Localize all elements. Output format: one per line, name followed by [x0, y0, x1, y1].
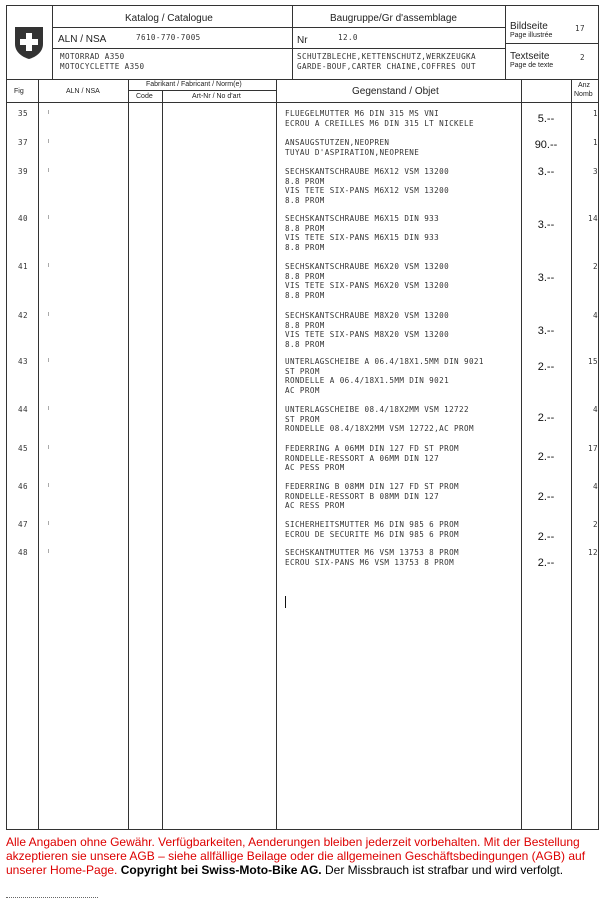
row-quantity: 15	[588, 357, 598, 366]
description-line: 8.8 PROM	[285, 195, 325, 205]
description-line: VIS TETE SIX-PANS M8X20 VSM 13200	[285, 330, 450, 340]
row-price: 2.--	[537, 451, 555, 463]
row-description	[285, 357, 484, 395]
row-fig: 35	[18, 109, 28, 118]
vehicle-fr: MOTOCYCLETTE A350	[60, 62, 145, 71]
description-line: ST PROM	[285, 414, 320, 424]
bildseite-label: Bildseite	[510, 21, 548, 32]
description-line: RONDELLE-RESSORT B 08MM DIN 127	[285, 491, 440, 501]
col-aln: ALN / NSA	[66, 88, 100, 95]
aln-value: 7610-770-7005	[136, 33, 201, 42]
description-line: ECROU SIX-PANS M6 VSM 13753 8 PROM	[285, 557, 455, 567]
row-description	[285, 167, 449, 205]
vehicle-de: MOTORRAD A350	[60, 52, 125, 61]
description-line: 8.8 PROM	[285, 271, 325, 281]
col-nomb: Nomb	[574, 91, 593, 98]
description-line: SECHSKANTSCHRAUBE M6X20 VSM 13200	[285, 262, 450, 271]
row-aln-mark	[48, 521, 49, 525]
row-description	[285, 405, 474, 434]
row-quantity: 2	[593, 520, 598, 529]
footer-scan-mark	[6, 897, 98, 900]
row-fig: 41	[18, 262, 28, 271]
description-line: VIS TETE SIX-PANS M6X12 VSM 13200	[285, 186, 450, 196]
row-price: 5.--	[537, 113, 555, 125]
description-line: 8.8 PROM	[285, 320, 325, 330]
description-line: TUYAU D'ASPIRATION,NEOPRENE	[285, 147, 420, 157]
description-line: SECHSKANTSCHRAUBE M6X12 VSM 13200	[285, 167, 450, 176]
row-quantity: 17	[588, 444, 598, 453]
col-fig: Fig	[14, 88, 24, 95]
textseite-label: Textseite	[510, 51, 550, 62]
row-quantity: 14	[588, 214, 598, 223]
row-price: 3.--	[537, 272, 555, 284]
row-description	[285, 482, 459, 511]
description-line: VIS TETE SIX-PANS M6X20 VSM 13200	[285, 281, 450, 291]
row-fig: 45	[18, 444, 28, 453]
baugruppe-label: Baugruppe/Gr d'assemblage	[330, 13, 457, 24]
row-description	[285, 214, 439, 252]
row-aln-mark	[48, 406, 49, 410]
row-fig: 47	[18, 520, 28, 529]
bildseite-sub: Page illustrée	[510, 32, 553, 39]
row-description	[285, 548, 459, 567]
row-quantity: 4	[593, 311, 598, 320]
row-price: 2.--	[537, 412, 555, 424]
description-line: SICHERHEITSMUTTER M6 DIN 985 6 PROM	[285, 520, 460, 529]
bildseite-value: 17	[575, 24, 585, 33]
description-line: SECHSKANTMUTTER M6 VSM 13753 8 PROM	[285, 548, 460, 557]
row-description	[285, 109, 474, 128]
col-anz: Anz	[578, 82, 591, 89]
nr-value: 12.0	[338, 33, 358, 42]
copyright-notice: Copyright bei Swiss-Moto-Bike AG.	[120, 863, 322, 877]
row-price: 3.--	[537, 219, 555, 231]
description-line: 8.8 PROM	[285, 242, 325, 252]
description-line: ST PROM	[285, 366, 320, 376]
row-fig: 42	[18, 311, 28, 320]
row-fig: 40	[18, 214, 28, 223]
description-line: RONDELLE A 06.4/18X1.5MM DIN 9021	[285, 376, 450, 386]
description-line: ECROU DE SECURITE M6 DIN 985 6 PROM	[285, 529, 460, 539]
row-price: 3.--	[537, 325, 555, 337]
description-line: AC PROM	[285, 385, 320, 395]
textseite-value: 2	[580, 53, 585, 62]
description-line: 8.8 PROM	[285, 290, 325, 300]
textseite-sub: Page de texte	[510, 62, 554, 69]
aln-label: ALN / NSA	[58, 34, 107, 45]
description-line: RONDELLE-RESSORT A 06MM DIN 127	[285, 453, 440, 463]
col-gegenstand: Gegenstand / Objet	[352, 86, 439, 97]
row-fig: 46	[18, 482, 28, 491]
row-aln-mark	[48, 483, 49, 487]
description-line: FEDERRING A 06MM DIN 127 FD ST PROM	[285, 444, 460, 453]
row-aln-mark	[48, 168, 49, 172]
description-line: FEDERRING B 08MM DIN 127 FD ST PROM	[285, 482, 460, 491]
description-line: 8.8 PROM	[285, 339, 325, 349]
nr-label: Nr	[297, 35, 308, 46]
row-quantity: 12	[588, 548, 598, 557]
row-aln-mark	[48, 445, 49, 449]
row-price: 3.--	[537, 166, 555, 178]
description-line: AC PESS PROM	[285, 463, 345, 473]
col-fabrikant: Fabrikant / Fabricant / Norm(e)	[146, 81, 242, 88]
row-aln-mark	[48, 215, 49, 219]
description-line: 8.8 PROM	[285, 176, 325, 186]
row-price: 2.--	[537, 361, 555, 373]
group-fr: GARDE-BOUF,CARTER CHAINE,COFFRES OUT	[297, 62, 476, 71]
description-line: SECHSKANTSCHRAUBE M6X15 DIN 933	[285, 214, 440, 223]
description-line: ANSAUGSTUTZEN,NEOPREN	[285, 138, 390, 147]
row-description	[285, 262, 449, 300]
row-fig: 39	[18, 167, 28, 176]
row-price: 2.--	[537, 531, 555, 543]
description-line: UNTERLAGSCHEIBE 08.4/18X2MM VSM 12722	[285, 405, 469, 414]
description-line: RONDELLE 08.4/18X2MM VSM 12722,AC PROM	[285, 424, 474, 434]
katalog-label: Katalog / Catalogue	[125, 13, 213, 24]
description-line: AC RESS PROM	[285, 501, 345, 511]
description-line: 8.8 PROM	[285, 223, 325, 233]
row-aln-mark	[48, 312, 49, 316]
description-line: SECHSKANTSCHRAUBE M8X20 VSM 13200	[285, 311, 450, 320]
disclaimer	[6, 835, 596, 877]
text-cursor	[285, 596, 286, 608]
row-fig: 48	[18, 548, 28, 557]
row-quantity: 4	[593, 405, 598, 414]
swiss-cross-icon	[14, 26, 44, 60]
disclaimer-text: Alle Angaben ohne Gewähr. Verfügbarkeiten, Aenderungen bleiben jederzeit vorbehalten. Mit der Bestellung akzeptieren sie unsere AGB – siehe allfällige Beilage oder die allgemeinen Geschäftsbedingungen (AGB) auf unserer Home-Page.	[6, 835, 586, 877]
row-fig: 43	[18, 357, 28, 366]
row-quantity: 1	[593, 138, 598, 147]
misuse-notice: Der Missbrauch ist strafbar und wird verfolgt.	[324, 863, 564, 877]
row-quantity: 2	[593, 262, 598, 271]
description-line: UNTERLAGSCHEIBE A 06.4/18X1.5MM DIN 9021	[285, 357, 484, 366]
row-aln-mark	[48, 358, 49, 362]
row-price: 90.--	[534, 139, 558, 151]
row-quantity: 4	[593, 482, 598, 491]
row-price: 2.--	[537, 557, 555, 569]
row-description	[285, 138, 419, 157]
col-art: Art-Nr / No d'art	[192, 93, 241, 100]
row-price: 2.--	[537, 491, 555, 503]
description-line: ECROU A CREILLES M6 DIN 315 LT NICKELE	[285, 118, 474, 128]
description-line: VIS TETE SIX-PANS M6X15 DIN 933	[285, 233, 440, 243]
row-fig: 37	[18, 138, 28, 147]
row-description	[285, 520, 459, 539]
row-quantity: 1	[593, 109, 598, 118]
row-fig: 44	[18, 405, 28, 414]
row-aln-mark	[48, 549, 49, 553]
row-quantity: 3	[593, 167, 598, 176]
row-description	[285, 444, 459, 473]
col-code: Code	[136, 93, 153, 100]
group-de: SCHUTZBLECHE,KETTENSCHUTZ,WERKZEUGKA	[297, 52, 476, 61]
description-line: FLUEGELMUTTER M6 DIN 315 MS VNI	[285, 109, 440, 118]
row-aln-mark	[48, 263, 49, 267]
row-description	[285, 311, 449, 349]
row-aln-mark	[48, 139, 49, 143]
row-aln-mark	[48, 110, 49, 114]
